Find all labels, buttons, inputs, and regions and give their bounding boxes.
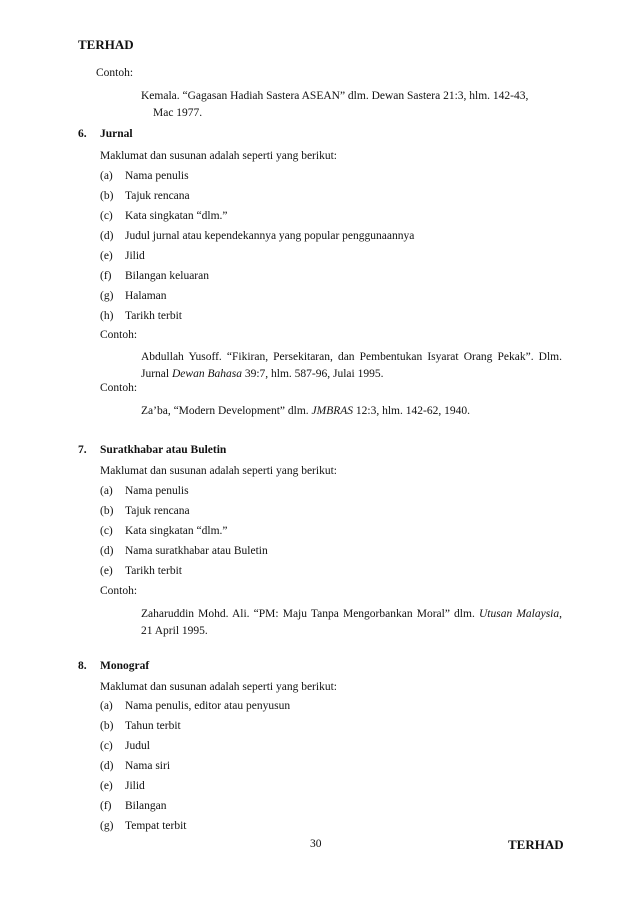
example-text-part: Zaharuddin Mohd. Ali. “PM: Maju Tanpa Mengorbankan Moral” dlm. xyxy=(141,608,479,620)
section-8-intro: Maklumat dan susunan adalah seperti yang berikut: xyxy=(100,681,337,693)
list-item-text: Nama siri xyxy=(125,760,171,772)
section-6-title: Jurnal xyxy=(100,128,133,140)
section-8-title: Monograf xyxy=(100,660,150,672)
list-item-letter: (d) xyxy=(100,760,114,772)
list-item-text: Nama suratkhabar atau Buletin xyxy=(125,545,268,557)
list-item-letter: (a) xyxy=(100,170,113,182)
list-item-text: Judul jurnal atau kependekannya yang popular penggunaannya xyxy=(125,230,415,242)
list-item-letter: (c) xyxy=(100,525,113,537)
list-item-letter: (e) xyxy=(100,565,113,577)
list-item-letter: (c) xyxy=(100,740,113,752)
list-item-letter: (f) xyxy=(100,800,112,812)
page-number: 30 xyxy=(310,838,322,850)
example-text-part: 39:7, hlm. 587-96, Julai 1995. xyxy=(241,368,384,380)
intro-example-text xyxy=(141,88,562,122)
section-7-example-1-text xyxy=(141,606,562,640)
list-item-text: Tempat terbit xyxy=(125,820,187,832)
intro-example-text-line1: Kemala. “Gagasan Hadiah Sastera ASEAN” dlm. Dewan Sastera 21:3, hlm. 142-43, xyxy=(141,90,529,102)
example-text-part: Abdullah Yusoff. “Fikiran, Persekitaran, dan Pembentukan Isyarat Orang Pekak”. Dlm. Jurnal xyxy=(141,351,562,380)
list-item-text: Tarikh terbit xyxy=(125,310,182,322)
list-item-text: Tajuk rencana xyxy=(125,190,190,202)
section-7-number: 7. xyxy=(78,444,87,456)
page-header-label: TERHAD xyxy=(78,37,134,52)
section-6-number: 6. xyxy=(78,128,87,140)
list-item-letter: (h) xyxy=(100,310,114,322)
list-item-text: Kata singkatan “dlm.” xyxy=(125,525,228,537)
list-item-letter: (d) xyxy=(100,230,114,242)
list-item-letter: (g) xyxy=(100,290,114,302)
section-6-example-1-label: Contoh: xyxy=(100,329,138,341)
example-text-italic: JMBRAS xyxy=(311,405,354,417)
section-7-title: Suratkhabar atau Buletin xyxy=(100,444,227,456)
list-item-letter: (g) xyxy=(100,820,114,832)
list-item-text: Bilangan keluaran xyxy=(125,270,209,282)
list-item-text: Nama penulis, editor atau penyusun xyxy=(125,700,291,712)
list-item-letter: (b) xyxy=(100,505,114,517)
list-item-letter: (a) xyxy=(100,700,113,712)
list-item-text: Halaman xyxy=(125,290,167,302)
list-item-letter: (a) xyxy=(100,485,113,497)
intro-example-label: Contoh: xyxy=(96,67,134,79)
list-item-letter: (b) xyxy=(100,720,114,732)
example-text-part: 12:3, hlm. 142-62, 1940. xyxy=(353,405,470,417)
list-item-text: Tajuk rencana xyxy=(125,505,190,517)
section-6-example-2-text xyxy=(141,403,562,420)
section-7-example-1-label: Contoh: xyxy=(100,585,138,597)
list-item-letter: (c) xyxy=(100,210,113,222)
example-text-part: , 21 April 1995. xyxy=(141,608,562,637)
list-item-letter: (f) xyxy=(100,270,112,282)
list-item-text: Jilid xyxy=(125,250,145,262)
intro-example-text-line2: Mac 1977. xyxy=(153,107,203,119)
list-item-text: Nama penulis xyxy=(125,170,189,182)
list-item-letter: (b) xyxy=(100,190,114,202)
example-text-italic: Dewan Bahasa xyxy=(171,368,242,380)
section-6-example-2-label: Contoh: xyxy=(100,382,138,394)
list-item-text: Judul xyxy=(125,740,150,752)
list-item-text: Nama penulis xyxy=(125,485,189,497)
list-item-text: Kata singkatan “dlm.” xyxy=(125,210,228,222)
list-item-text: Tarikh terbit xyxy=(125,565,182,577)
section-8-number: 8. xyxy=(78,660,87,672)
section-6-example-1-text xyxy=(141,349,562,383)
list-item-text: Tahun terbit xyxy=(125,720,181,732)
list-item-text: Jilid xyxy=(125,780,145,792)
example-text-part: Za’ba, “Modern Development” dlm. xyxy=(141,405,312,417)
section-7-intro: Maklumat dan susunan adalah seperti yang berikut: xyxy=(100,465,337,477)
page-footer-label: TERHAD xyxy=(508,837,564,852)
section-6-intro: Maklumat dan susunan adalah seperti yang berikut: xyxy=(100,150,337,162)
list-item-letter: (d) xyxy=(100,545,114,557)
list-item-text: Bilangan xyxy=(125,800,167,812)
example-text-italic: Utusan Malaysia xyxy=(478,608,560,620)
list-item-letter: (e) xyxy=(100,250,113,262)
list-item-letter: (e) xyxy=(100,780,113,792)
